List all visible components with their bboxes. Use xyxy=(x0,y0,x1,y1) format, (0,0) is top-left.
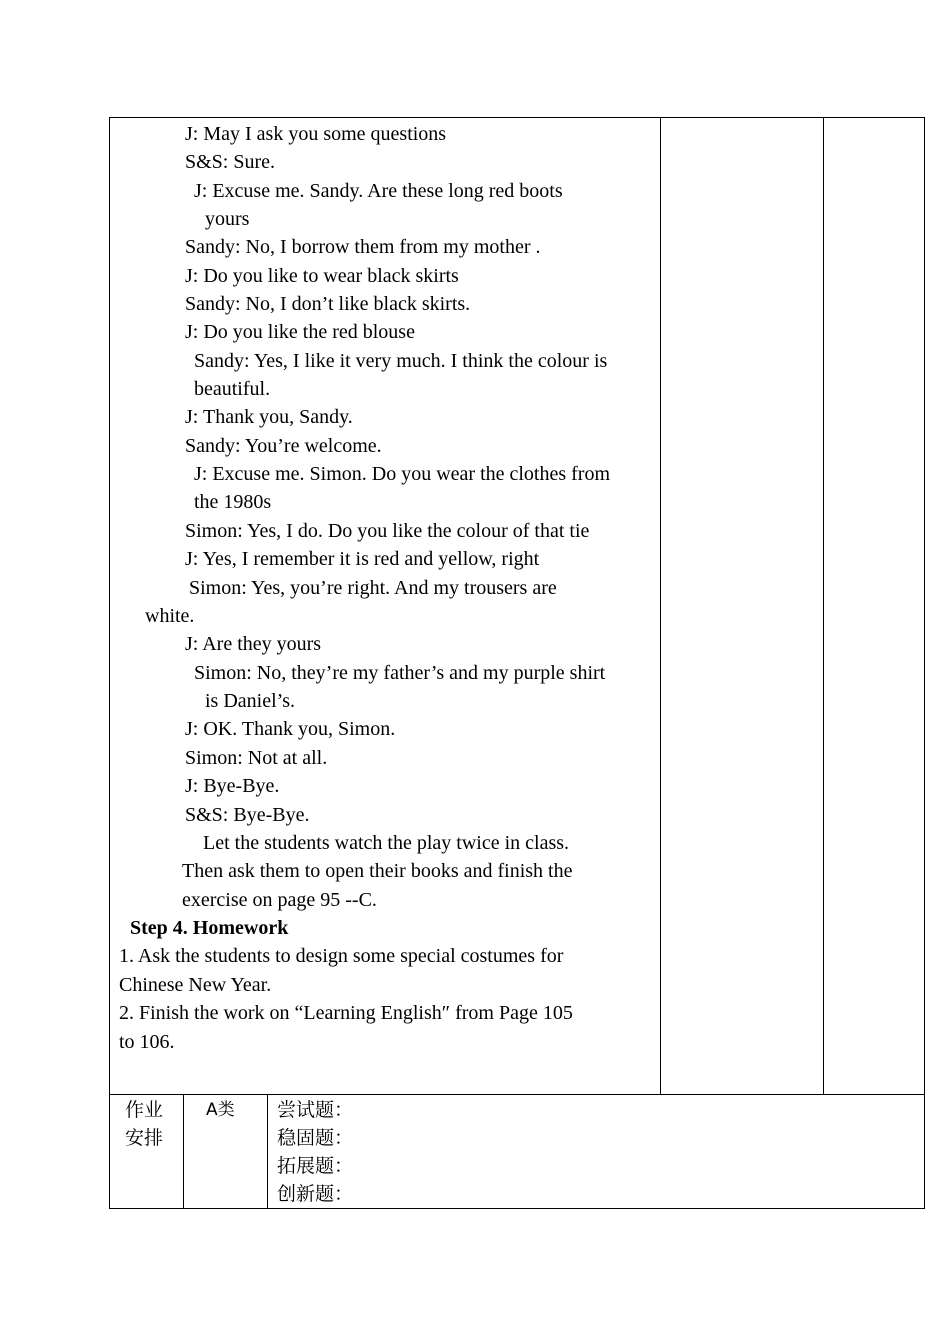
homework-items-cell xyxy=(267,1094,925,1209)
dialogue-line: S&S: Bye-Bye. xyxy=(185,804,310,826)
instruction-line: Let the students watch the play twice in class. xyxy=(203,832,570,854)
homework-line: 2. Finish the work on “Learning English″ from Page 105 xyxy=(119,1002,573,1024)
step-heading: Step 4. Homework xyxy=(130,917,289,939)
dialogue-line: beautiful. xyxy=(194,378,271,400)
homework-item: 创新题： xyxy=(277,1183,354,1205)
instruction-line: Then ask them to open their books and finish the xyxy=(182,860,573,882)
dialogue-line: J: Are they yours xyxy=(185,633,322,655)
dialogue-line: is Daniel’s. xyxy=(205,690,295,712)
dialogue-line: Simon: No, they’re my father’s and my purple shirt xyxy=(194,662,606,684)
homework-line: Chinese New Year. xyxy=(119,974,272,996)
homework-label-line: 作业 xyxy=(125,1099,164,1121)
dialogue-line: Sandy: Yes, I like it very much. I think the colour is xyxy=(194,350,608,372)
homework-line: to 106. xyxy=(119,1031,175,1053)
instruction-line: exercise on page 95 --C. xyxy=(182,889,377,911)
homework-line: 1. Ask the students to design some special costumes for xyxy=(119,945,564,967)
dialogue-line: Simon: Yes, I do. Do you like the colour of that tie xyxy=(185,520,590,542)
notes-cell xyxy=(660,117,824,1095)
homework-item: 尝试题： xyxy=(277,1099,354,1121)
dialogue-line: Sandy: No, I borrow them from my mother . xyxy=(185,236,541,258)
dialogue-line: J: Bye-Bye. xyxy=(185,775,280,797)
dialogue-line: J: Excuse me. Simon. Do you wear the clothes from xyxy=(194,463,611,485)
homework-item: 拓展题： xyxy=(277,1155,354,1177)
dialogue-line: white. xyxy=(145,605,195,627)
homework-label-line: 安排 xyxy=(125,1127,164,1149)
homework-item: 稳固题： xyxy=(277,1127,354,1149)
dialogue-line: J: Do you like to wear black skirts xyxy=(185,265,459,287)
dialogue-line: the 1980s xyxy=(194,491,272,513)
homework-category: A类 xyxy=(206,1100,235,1120)
dialogue-line: J: May I ask you some questions xyxy=(185,123,447,145)
dialogue-line: Simon: Yes, you’re right. And my trousers are xyxy=(189,577,557,599)
dialogue-line: Simon: Not at all. xyxy=(185,747,328,769)
dialogue-line: yours xyxy=(205,208,250,230)
dialogue-line: J: Do you like the red blouse xyxy=(185,321,415,343)
reflection-cell xyxy=(823,117,925,1095)
dialogue-line: J: OK. Thank you, Simon. xyxy=(185,718,396,740)
dialogue-line: Sandy: No, I don’t like black skirts. xyxy=(185,293,471,315)
dialogue-line: J: Thank you, Sandy. xyxy=(185,406,353,428)
dialogue-line: J: Excuse me. Sandy. Are these long red boots xyxy=(194,180,563,202)
dialogue-line: Sandy: You’re welcome. xyxy=(185,435,382,457)
dialogue-line: S&S: Sure. xyxy=(185,151,276,173)
dialogue-line: J: Yes, I remember it is red and yellow, right xyxy=(185,548,540,570)
